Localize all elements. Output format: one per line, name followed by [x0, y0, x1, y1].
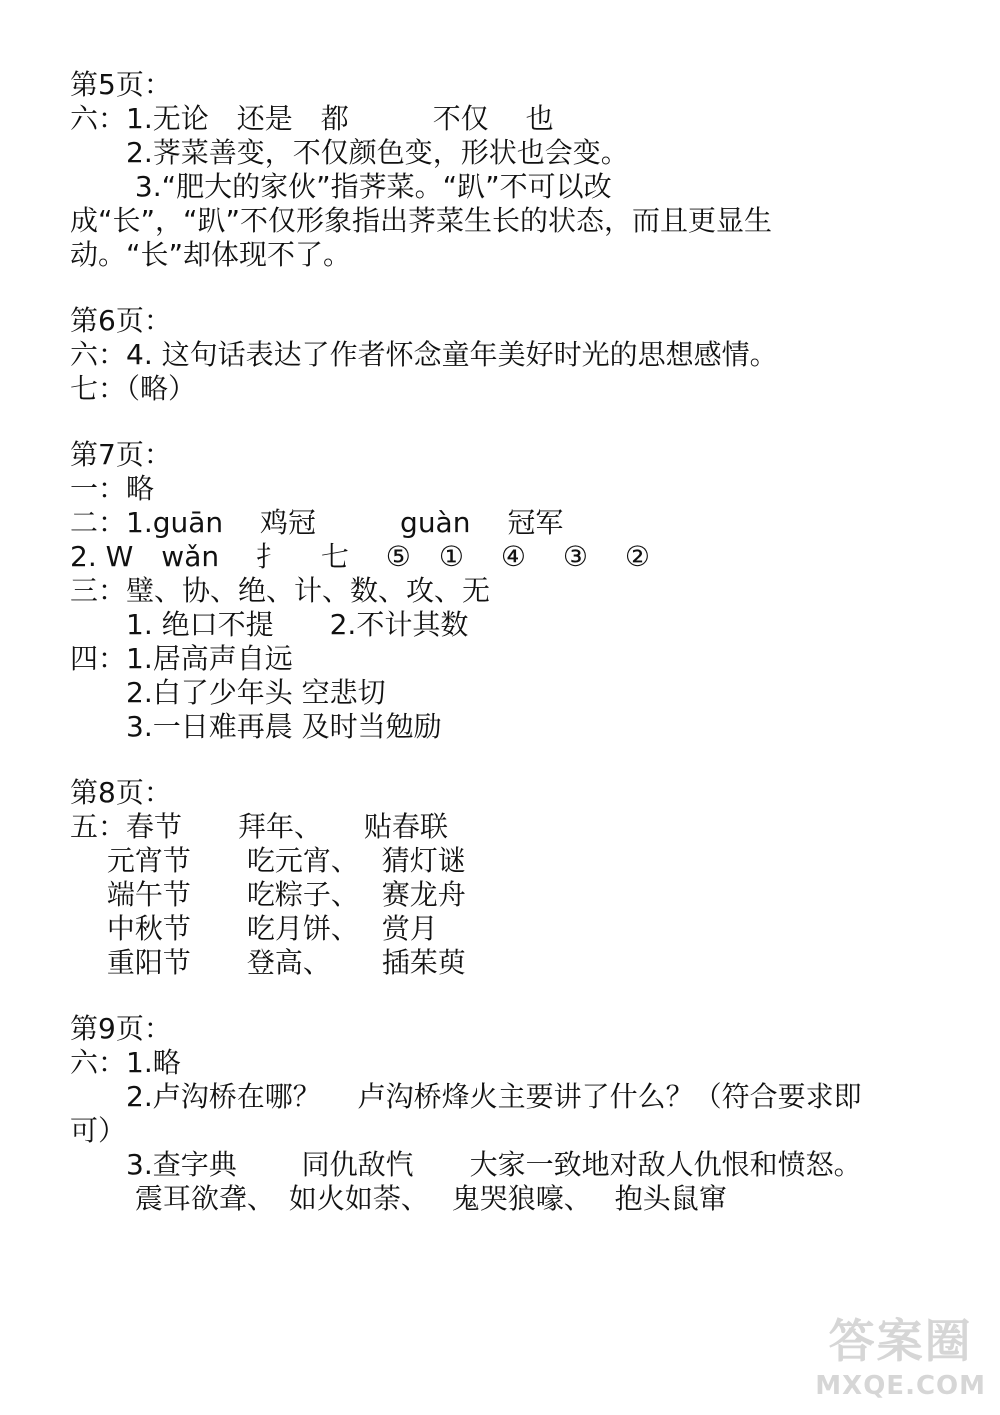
page7-heading: 第7页：: [70, 438, 172, 471]
watermark-logo: [815, 1305, 986, 1401]
answer-line: 元宵节 吃元宵、 猜灯谜: [70, 844, 466, 877]
answer-line: 六：4. 这句话表达了作者怀念童年美好时光的思想感情。: [70, 338, 778, 371]
answer-line: 动。“长”却体现不了。: [70, 238, 352, 271]
answer-line: 三：璧、协、绝、计、数、攻、无: [70, 574, 491, 607]
answer-line: 3.“肥大的家伙”指荠菜。“趴”不可以改: [70, 170, 612, 203]
answer-line: 二：1.guān 鸡冠 guàn 冠军: [70, 506, 564, 539]
answer-line: 五：春节 拜年、 贴春联: [70, 810, 449, 843]
answer-line: 1. 绝口不提 2.不计其数: [70, 608, 469, 641]
answer-line: 成“长”，“趴”不仅形象指出荠菜生长的状态，而且更显生: [70, 204, 773, 237]
page6-heading: 第6页：: [70, 304, 172, 337]
answer-line: 一：略: [70, 472, 155, 505]
answer-line: 六：1.无论 还是 都 不仅 也: [70, 102, 554, 135]
page8-heading: 第8页：: [70, 776, 172, 809]
answer-line: 四：1.居高声自远: [70, 642, 293, 675]
answer-line: 2.卢沟桥在哪？ 卢沟桥烽火主要讲了什么？（符合要求即: [70, 1080, 862, 1113]
answer-line: 3.查字典 同仇敌忾 大家一致地对敌人仇恨和愤怒。: [70, 1148, 862, 1181]
page9-heading: 第9页：: [70, 1012, 172, 1045]
answer-line: 2. W wǎn 扌 七 ⑤ ① ④ ③ ②: [70, 540, 651, 573]
page5-heading: 第5页：: [70, 68, 172, 101]
watermark-url: MXQE.COM: [815, 1371, 986, 1401]
watermark-text: 答案圈: [828, 1314, 973, 1368]
answer-line: 2.荠菜善变，不仅颜色变，形状也会变。: [70, 136, 629, 169]
answer-line: 七：（略）: [70, 372, 197, 405]
answer-line: 六：1.略: [70, 1046, 181, 1079]
answer-line: 震耳欲聋、 如火如荼、 鬼哭狼嚎、 抱头鼠窜: [70, 1182, 727, 1215]
answer-line: 3.一日难再晨 及时当勉励: [70, 710, 442, 743]
answer-line: 中秋节 吃月饼、 赏月: [70, 912, 438, 945]
answer-line: 可）: [70, 1114, 127, 1147]
answer-line: 2.白了少年头 空悲切: [70, 676, 386, 709]
answer-line: 重阳节 登高、 插茱萸: [70, 946, 466, 979]
answer-line: 端午节 吃粽子、 赛龙舟: [70, 878, 466, 911]
